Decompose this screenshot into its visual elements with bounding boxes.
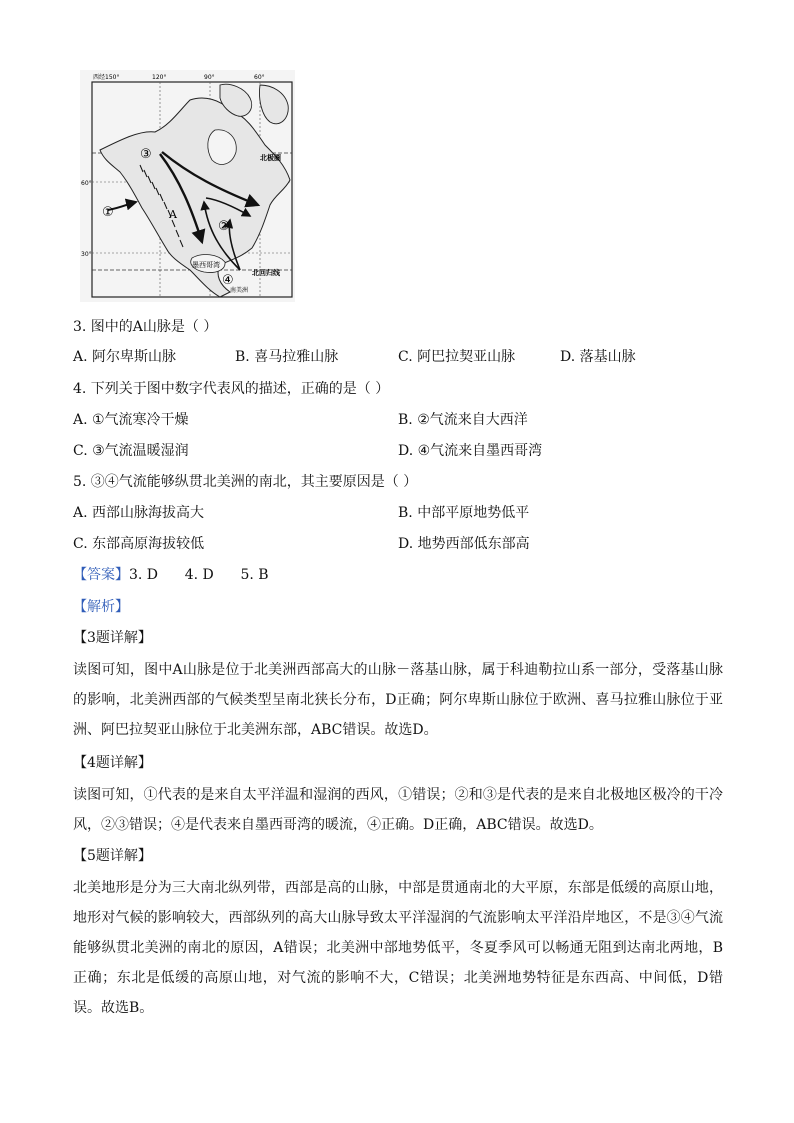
question-3-option-d: D. 落基山脉 bbox=[560, 349, 636, 365]
question-4-stem: 4. 下列关于图中数字代表风的描述，正确的是（ ） bbox=[73, 381, 390, 397]
question-3-option-c: C. 阿巴拉契亚山脉 bbox=[398, 349, 516, 365]
section-5-title: 【5题详解】 bbox=[73, 848, 152, 864]
section-3-title: 【3题详解】 bbox=[73, 630, 152, 646]
map-label-lon90: 90° bbox=[204, 74, 215, 81]
section-5-line: 能够纵贯北美洲的南北的原因，A错误；北美洲中部地势低平，冬夏季风可以畅通无阻到达南北两地，B bbox=[73, 940, 723, 956]
question-4-option-c: C. ③气流温暖湿润 bbox=[73, 443, 189, 459]
north-america-wind-map bbox=[80, 70, 295, 302]
section-3-line: 读图可知，图中A山脉是位于北美洲西部高大的山脉－落基山脉，属于科迪勒拉山系一部分，受落基山脉 bbox=[73, 662, 723, 678]
map-label-lon60: 60° bbox=[254, 74, 265, 81]
question-5-option-a: A. 西部山脉海拔高大 bbox=[73, 505, 205, 521]
section-4-body bbox=[73, 780, 723, 840]
section-4-line: 读图可知，①代表的是来自太平洋温和湿润的西风，①错误；②和③是代表的是来自北极地区极冷的干冷 bbox=[73, 787, 723, 803]
answer-text: 3. D 4. D 5. B bbox=[129, 567, 269, 583]
map-label-wind-4: ④ bbox=[222, 273, 234, 288]
map-label-gulf-mexico: 墨西哥湾 bbox=[192, 261, 220, 269]
map-label-lat30: 30° bbox=[81, 251, 92, 258]
section-3-body bbox=[73, 655, 723, 745]
map-label-mountain-a: A bbox=[169, 208, 177, 221]
map-label-wind-3: ③ bbox=[140, 147, 152, 162]
map-label-west150: 西经150° bbox=[93, 74, 120, 81]
question-5-stem: 5. ③④气流能够纵贯北美洲的南北，其主要原因是（ ） bbox=[73, 474, 418, 490]
map-label-wind-2: ② bbox=[218, 219, 230, 234]
question-3-stem: 3. 图中的A山脉是（ ） bbox=[73, 319, 218, 335]
answer-line bbox=[73, 565, 269, 585]
section-5-line: 正确；东北是低缓的高原山地，对气流的影响不大，C错误；北美洲地势特征是东西高、中间低，D错 bbox=[73, 970, 723, 986]
map-label-wind-1: ① bbox=[102, 205, 114, 220]
section-3-line: 的影响，北美洲西部的气候类型呈南北狭长分布，D正确；阿尔卑斯山脉位于欧洲、喜马拉雅山脉位于亚 bbox=[73, 692, 723, 708]
map-label-tropic-cancer: 北回归线 bbox=[252, 269, 280, 277]
section-3-line: 洲、阿巴拉契亚山脉位于北美洲东部，ABC错误。故选D。 bbox=[73, 722, 438, 738]
section-4-line: 风，②③错误；④是代表来自墨西哥湾的暖流，④正确。D正确，ABC错误。故选D。 bbox=[73, 817, 603, 833]
section-5-line: 北美地形是分为三大南北纵列带，西部是高的山脉，中部是贯通南北的大平原，东部是低缓的高原山地， bbox=[73, 880, 723, 896]
question-3-option-a: A. 阿尔卑斯山脉 bbox=[73, 349, 177, 365]
question-4-option-a: A. ①气流寒冷干燥 bbox=[73, 412, 189, 428]
section-4-title: 【4题详解】 bbox=[73, 755, 152, 771]
section-5-body bbox=[73, 873, 723, 1023]
answer-label: 【答案】 bbox=[73, 567, 129, 583]
question-5-option-d: D. 地势西部低东部高 bbox=[398, 536, 530, 552]
question-5-option-c: C. 东部高原海拔较低 bbox=[73, 536, 205, 552]
map-label-south-america: 南美洲 bbox=[230, 287, 249, 294]
question-3-option-b: B. 喜马拉雅山脉 bbox=[235, 349, 339, 365]
section-5-line: 误。故选B。 bbox=[73, 1000, 154, 1016]
map-label-lon120: 120° bbox=[152, 74, 167, 81]
question-4-option-b: B. ②气流来自大西洋 bbox=[398, 412, 528, 428]
question-5-option-b: B. 中部平原地势低平 bbox=[398, 505, 530, 521]
map-label-lat60: 60° bbox=[81, 180, 92, 187]
question-4-option-d: D. ④气流来自墨西哥湾 bbox=[398, 443, 543, 459]
analysis-label: 【解析】 bbox=[73, 599, 129, 615]
map-label-arctic-circle: 北极圈 bbox=[260, 154, 281, 162]
section-5-line: 地形对气候的影响较大，西部纵列的高大山脉导致太平洋湿润的气流影响太平洋沿岸地区，不是③④气流 bbox=[73, 910, 723, 926]
